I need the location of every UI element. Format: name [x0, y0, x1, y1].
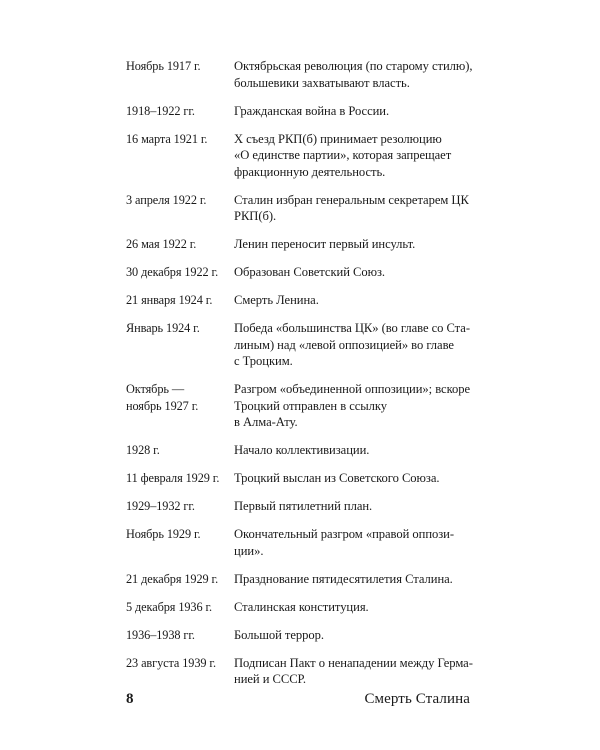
chronology-entry: [126, 655, 486, 688]
entry-event: Окончательный разгром «правой оппози- ции».: [234, 527, 455, 558]
entry-date: Ноябрь 1917 г.: [126, 59, 201, 73]
entry-date: 1936–1938 гг.: [126, 627, 195, 642]
entry-date: 23 августа 1939 г.: [126, 655, 216, 670]
entry-date: 30 декабря 1922 г.: [126, 265, 219, 279]
entry-event: Ленин переносит первый инсульт.: [234, 237, 416, 251]
entry-event: Подписан Пакт о ненападении между Герма- нией и СССР.: [234, 655, 473, 686]
entry-date: 1929–1932 гг.: [126, 499, 195, 513]
entry-event: Начало коллективизации.: [234, 443, 370, 457]
running-title: Смерть Сталина: [364, 691, 470, 707]
entry-event: Образован Советский Союз.: [234, 265, 385, 279]
entry-date: 1918–1922 гг.: [126, 103, 195, 118]
entry-event: Троцкий выслан из Советского Союза.: [234, 471, 440, 485]
chronology-list: [126, 58, 486, 699]
entry-event: Сталин избран генеральным секретарем ЦК РКП(б).: [234, 192, 469, 223]
page-number: 8: [126, 691, 134, 707]
chronology-entry: [126, 571, 486, 588]
entry-date: Октябрь — ноябрь 1927 г.: [126, 382, 199, 413]
chronology-entry: [126, 292, 486, 309]
entry-event: Смерть Ленина.: [234, 293, 319, 307]
entry-date: 3 апреля 1922 г.: [126, 192, 207, 207]
page-footer: [126, 691, 470, 708]
chronology-entry: [126, 103, 486, 120]
chronology-entry: [126, 470, 486, 487]
chronology-entry: [126, 498, 486, 515]
entry-event: X съезд РКП(б) принимает резолюцию «О единстве партии», которая запрещает фракционную деятельность.: [234, 131, 452, 179]
chronology-entry: [126, 381, 486, 431]
chronology-entry: [126, 526, 486, 559]
entry-event: Октябрьская революция (по старому стилю), большевики захватывают власть.: [234, 59, 473, 90]
entry-date: 26 мая 1922 г.: [126, 237, 197, 251]
entry-event: Большой террор.: [234, 627, 324, 642]
chronology-entry: [126, 192, 486, 225]
entry-date: 21 января 1924 г.: [126, 293, 213, 307]
chronology-entry: [126, 627, 486, 644]
entry-date: 21 декабря 1929 г.: [126, 571, 219, 586]
chronology-entry: [126, 599, 486, 616]
entry-date: 1928 г.: [126, 443, 160, 457]
entry-event: Разгром «объединенной оппозиции»; вскоре Троцкий отправлен в ссылку в Алма-Ату.: [234, 382, 471, 429]
entry-date: 5 декабря 1936 г.: [126, 599, 213, 614]
entry-event: Гражданская война в России.: [234, 103, 390, 118]
entry-event: Сталинская конституция.: [234, 599, 369, 614]
chronology-entry: [126, 320, 486, 370]
chronology-entry: [126, 131, 486, 181]
entry-event: Первый пятилетний план.: [234, 499, 373, 513]
entry-date: 16 марта 1921 г.: [126, 131, 208, 146]
entry-date: Январь 1924 г.: [126, 321, 200, 335]
entry-event: Празднование пятидесятилетия Сталина.: [234, 571, 453, 586]
chronology-entry: [126, 58, 486, 91]
entry-date: 11 февраля 1929 г.: [126, 471, 220, 485]
chronology-entry: [126, 264, 486, 281]
chronology-entry: [126, 442, 486, 459]
entry-event: Победа «большинства ЦК» (во главе со Ста- линым) над «левой оппозицией» во главе с Троцким.: [234, 321, 470, 368]
entry-date: Ноябрь 1929 г.: [126, 527, 201, 541]
chronology-entry: [126, 236, 486, 253]
